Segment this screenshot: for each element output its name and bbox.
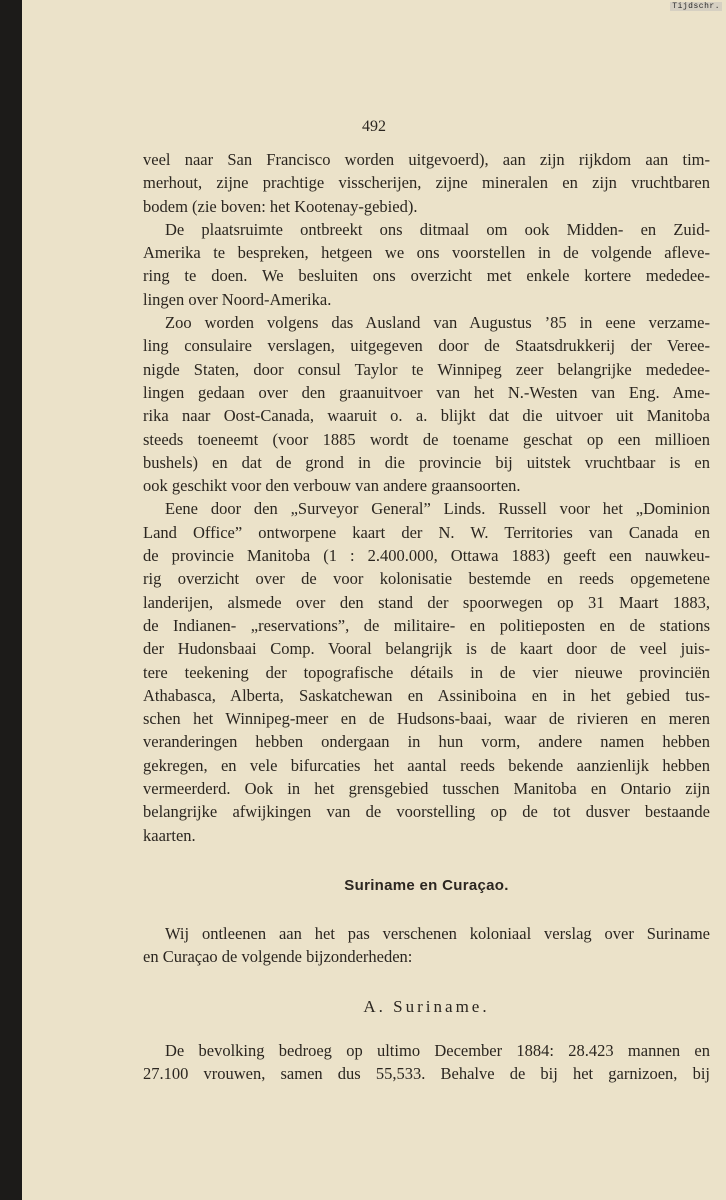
text-line: en Curaçao de volgende bijzonderheden:	[143, 947, 413, 967]
text-line: ook geschikt voor den verbouw van andere graansoorten.	[143, 476, 521, 496]
scanned-page	[22, 0, 726, 1200]
text-line: kaarten.	[143, 825, 196, 845]
text-line: Eene door den „Surveyor General” Linds. Russell voor het „Dominion	[165, 499, 710, 519]
page-number: 492	[362, 118, 386, 135]
text-line: steeds toeneemt (voor 1885 wordt de toename geschat op een millioen	[143, 429, 710, 449]
text-line: der Hudonsbaai Comp. Vooral belangrijk is de kaart door de veel juis-	[143, 639, 710, 659]
text-line: bushels) en dat de grond in die provincie bij uitstek vruchtbaar is en	[143, 452, 710, 472]
text-line: veranderingen hebben ondergaan in hun vorm, andere namen hebben	[143, 732, 710, 752]
text-line: de Indianen- „reservations”, de militaire- en politieposten en de stations	[143, 615, 710, 635]
text-line: gekregen, en vele bifurcaties het aantal reeds bekende aanzienlijk hebben	[143, 755, 710, 775]
text-line: schen het Winnipeg-meer en de Hudsons-baai, waar de rivieren en meren	[143, 709, 710, 729]
text-line: merhout, zijne prachtige visscherijen, zijne mineralen en zijn vruchtbaren	[143, 173, 710, 193]
text-line: Zoo worden volgens das Ausland van Augustus ’85 in eene verzame-	[165, 313, 710, 333]
section-heading: Suriname en Curaçao.	[344, 876, 509, 894]
text-line: De bevolking bedroeg op ultimo December 1884: 28.423 mannen en	[165, 1040, 710, 1060]
subsection-heading: A. Suriname.	[363, 996, 490, 1016]
book-spine	[0, 0, 22, 1200]
text-line: De plaatsruimte ontbreekt ons ditmaal om ook Midden- en Zuid-	[165, 219, 710, 239]
text-line: lingen over Noord-Amerika.	[143, 289, 332, 309]
text-line: rig overzicht over de voor kolonisatie bestemde en reeds opgemetene	[143, 569, 710, 589]
body-text	[143, 148, 710, 1085]
text-line: 27.100 vrouwen, samen dus 55,533. Behalve de bij het garnizoen, bij	[143, 1063, 710, 1083]
library-label: Tijdschr.	[672, 2, 720, 11]
text-line: lingen gedaan over den graanuitvoer van het N.-Westen van Eng. Ame-	[143, 382, 710, 402]
text-line: belangrijke afwijkingen van de voorstelling op de tot dusver bestaande	[143, 802, 710, 822]
text-line: veel naar San Francisco worden uitgevoerd), aan zijn rijkdom aan tim-	[143, 150, 710, 169]
text-line: Athabasca, Alberta, Saskatchewan en Assiniboina en in het gebied tus-	[143, 685, 710, 705]
text-line: Wij ontleenen aan het pas verschenen koloniaal verslag over Suriname	[165, 923, 710, 943]
text-line: ring te doen. We besluiten ons overzicht met enkele kortere mededee-	[143, 266, 710, 286]
text-line: tere teekening der topografische détails in de vier nieuwe provinciën	[143, 662, 710, 682]
text-line: nigde Staten, door consul Taylor te Winnipeg zeer belangrijke mededee-	[143, 359, 710, 379]
text-line: Amerika te bespreken, hetgeen we ons voorstellen in de volgende afleve-	[143, 243, 710, 263]
text-line: ling consulaire verslagen, uitgegeven door de Staatsdrukkerij der Veree-	[143, 336, 710, 356]
text-line: bodem (zie boven: het Kootenay-gebied).	[143, 196, 418, 216]
text-line: vermeerderd. Ook in het grensgebied tusschen Manitoba en Ontario zijn	[143, 779, 710, 799]
text-line: Land Office” ontworpene kaart der N. W. Territories van Canada en	[143, 522, 710, 542]
text-line: landerijen, alsmede over den stand der spoorwegen op 31 Maart 1883,	[143, 592, 710, 612]
text-line: de provincie Manitoba (1 : 2.400.000, Ottawa 1883) geeft een nauwkeu-	[143, 546, 710, 566]
text-line: rika naar Oost-Canada, waaruit o. a. blijkt dat die uitvoer uit Manitoba	[143, 406, 710, 426]
